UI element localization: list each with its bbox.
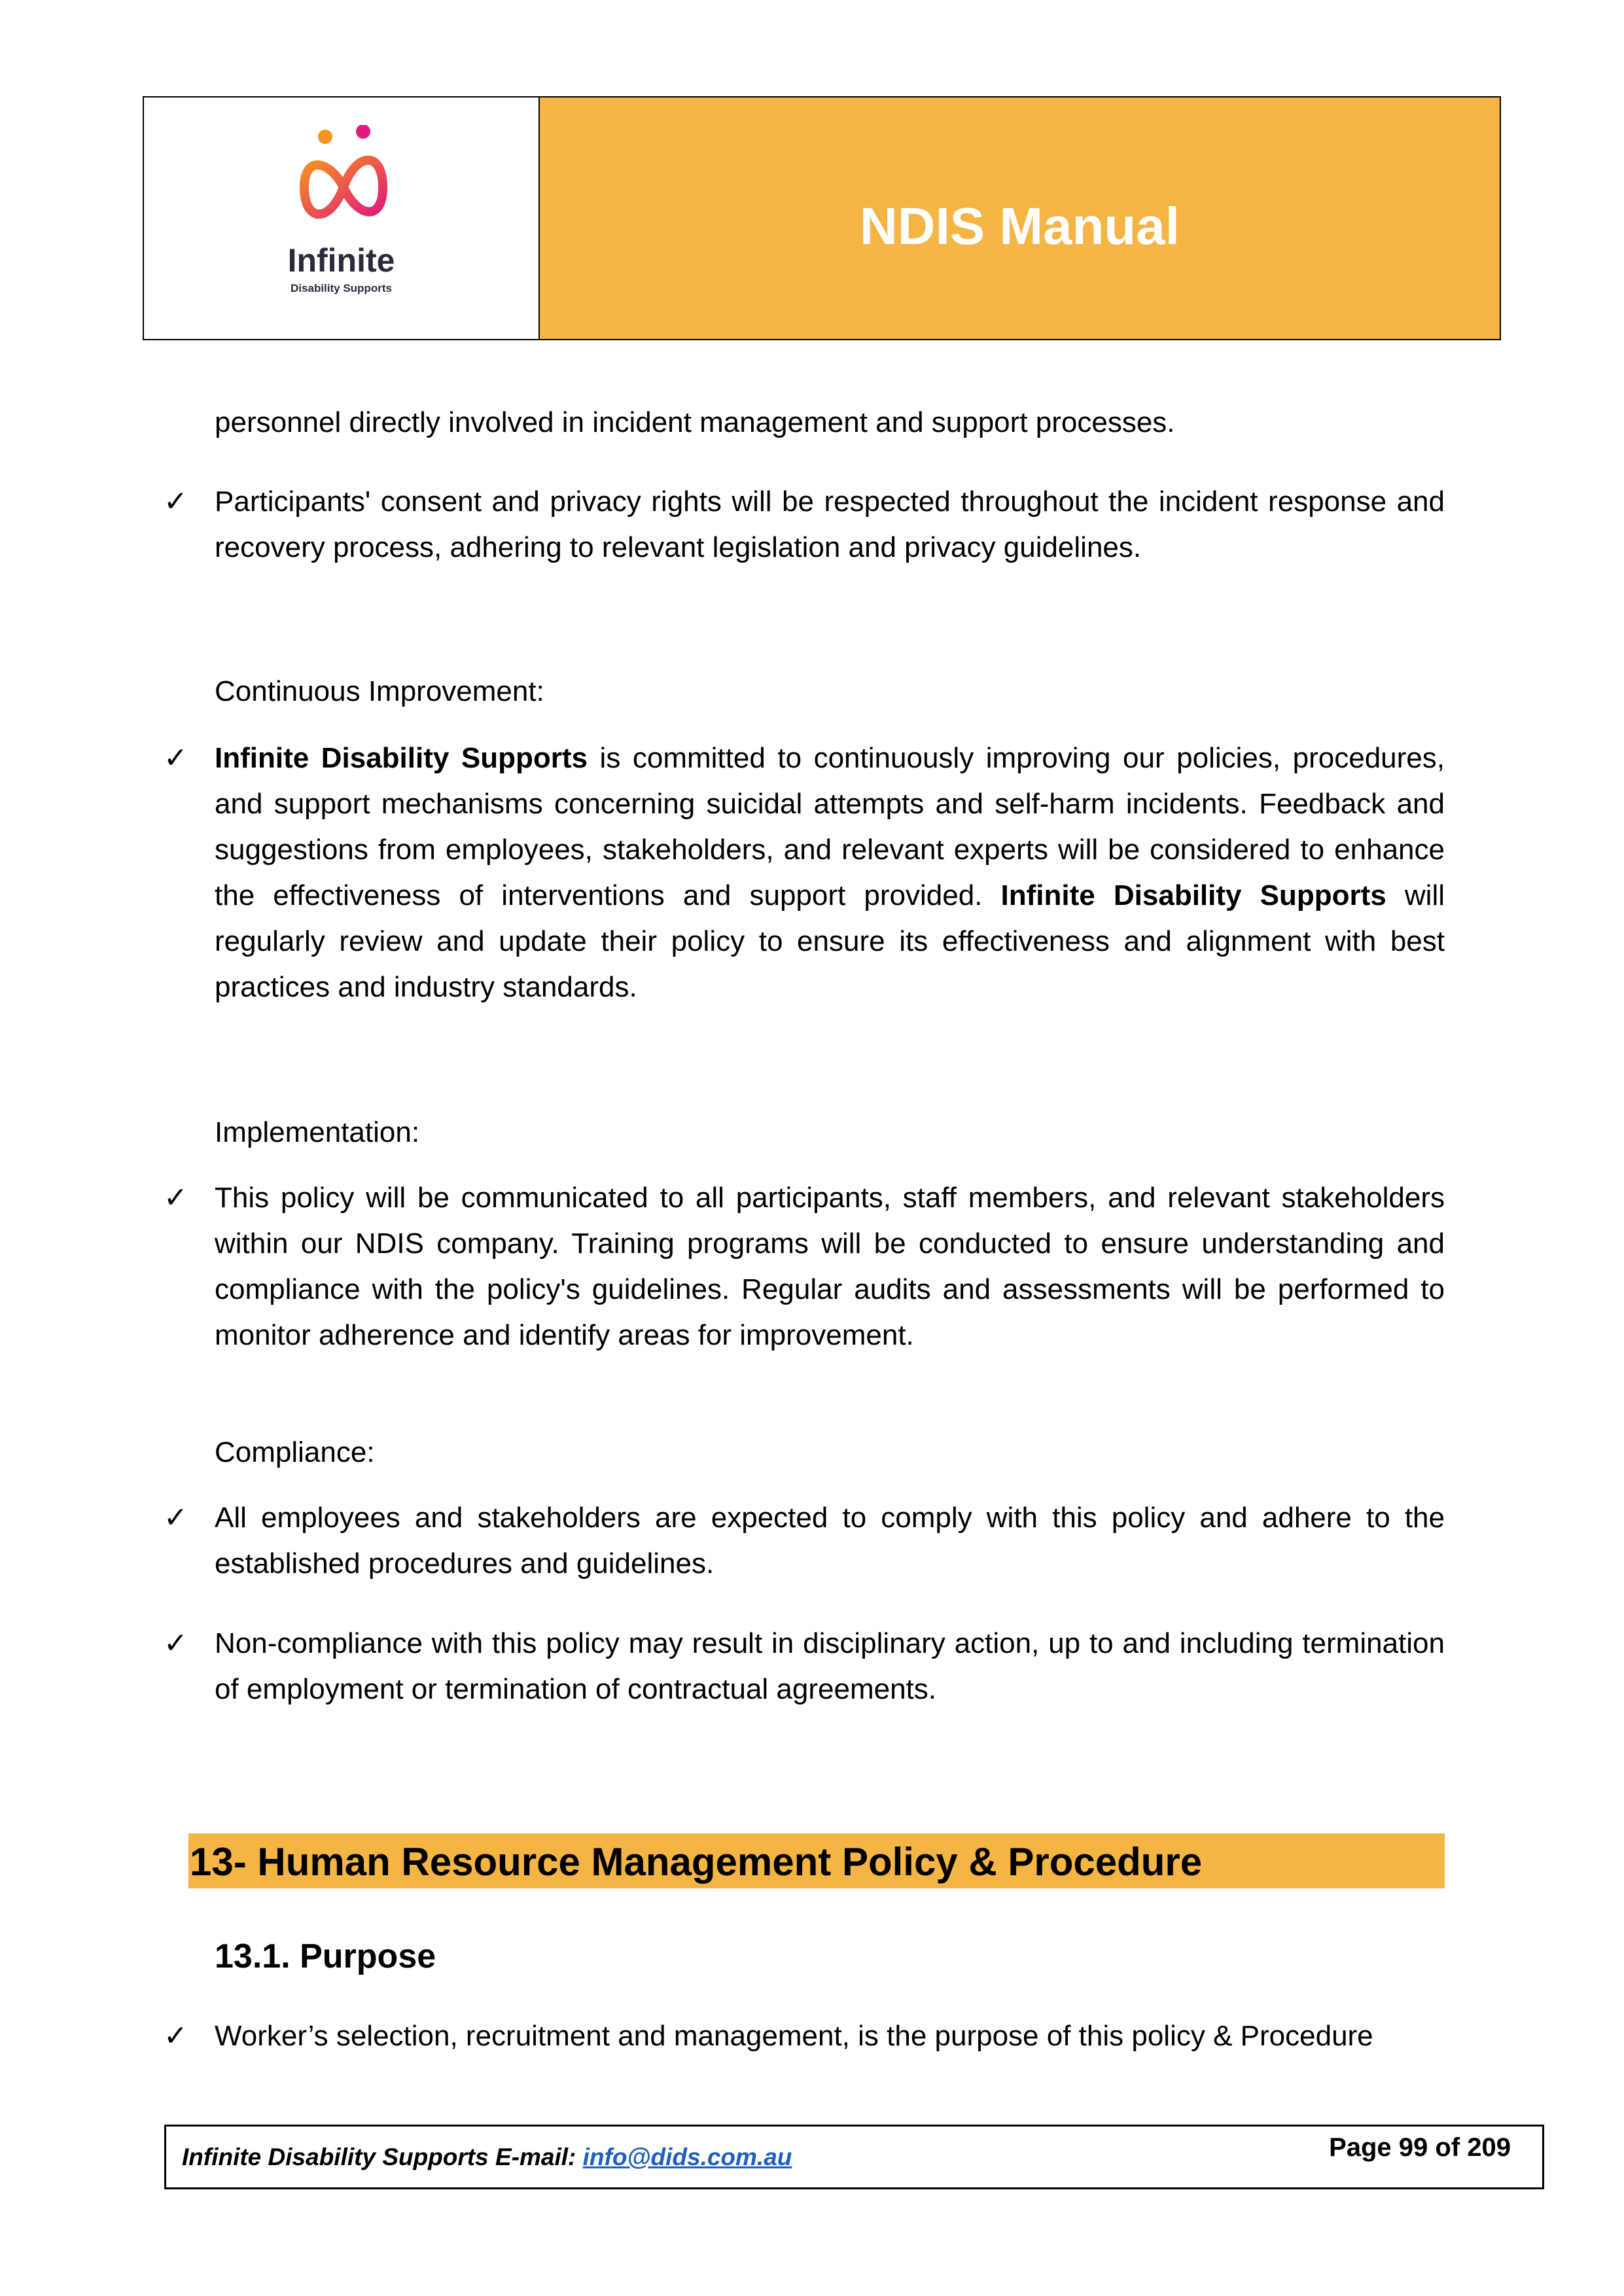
page-number: Page 99 of 209 — [1329, 2133, 1511, 2162]
header-title-cell — [540, 97, 1500, 339]
footer-label: Infinite Disability Supports E-mail: — [182, 2144, 583, 2170]
paragraph-compliance-1: All employees and stakeholders are expected to comply with this policy and adhere to the established procedures and guidelines. — [215, 1502, 1445, 1580]
logo-name: Infinite — [287, 242, 395, 279]
paragraph-implementation: This policy will be communicated to all participants, staff members, and relevant stakeholders within our NDIS company. Training programs will be conducted to ensure understanding and compliance with the policy's guidelines. Regular audits and assessments will be performed to monitor adherence and identify areas for improvement. — [215, 1182, 1445, 1351]
org-name: Infinite Disability Supports — [215, 742, 588, 774]
heading-compliance: Compliance: — [215, 1436, 375, 1468]
checkmark-icon: ✓ — [164, 742, 188, 774]
paragraph-continued: personnel directly involved in incident management and support processes. — [215, 406, 1175, 438]
org-name: Infinite Disability Supports — [1000, 879, 1386, 911]
paragraph-consent: Participants' consent and privacy rights will be respected throughout the incident response and recovery process, adhering to relevant legislation and privacy guidelines. — [215, 486, 1445, 563]
page-footer — [164, 2125, 1544, 2189]
checkmark-icon: ✓ — [164, 486, 188, 518]
checkmark-icon: ✓ — [164, 2020, 188, 2052]
email-link[interactable]: info@dids.com.au — [582, 2144, 792, 2170]
page-header — [143, 96, 1501, 340]
logo-tagline: Disability Supports — [291, 282, 392, 294]
heading-implementation: Implementation: — [215, 1116, 420, 1148]
checkmark-icon: ✓ — [164, 1627, 188, 1659]
section-title: 13- Human Resource Management Policy & Procedure — [190, 1840, 1203, 1884]
footer-contact — [182, 2144, 792, 2171]
heading-continuous-improvement: Continuous Improvement: — [215, 675, 544, 707]
document-title: NDIS Manual — [860, 196, 1180, 255]
checkmark-icon: ✓ — [164, 1502, 188, 1534]
logo — [144, 97, 540, 339]
checkmark-icon: ✓ — [164, 1182, 188, 1214]
ci-text-2: will regularly review and update their policy to ensure its effectiveness and alignment with best practices and industry standards. — [215, 879, 1445, 1003]
paragraph-continuous-improvement — [215, 735, 1445, 1010]
paragraph-compliance-2: Non-compliance with this policy may result in disciplinary action, up to and including termination of employment or termination of contractual agreements. — [215, 1627, 1445, 1705]
ci-text-1: is committed to continuously improving our policies, procedures, and support mechanisms concerning suicidal attempts and self-harm incidents. Feedback and suggestions from employees, stakeholders, and relevant experts will be considered to enhance the effectiveness of interventions and support provided. — [215, 742, 1445, 911]
paragraph-purpose: Worker’s selection, recruitment and management, is the purpose of this policy & Procedure — [215, 2020, 1373, 2052]
subsection-title: 13.1. Purpose — [215, 1937, 436, 1975]
infinity-logo-icon — [291, 125, 396, 243]
